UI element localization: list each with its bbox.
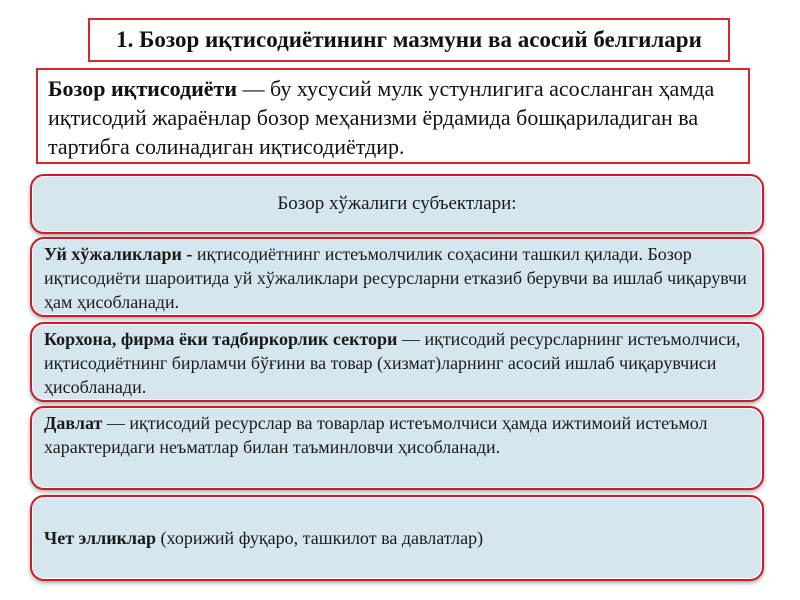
subjects-header-card <box>30 174 764 234</box>
definition-box <box>36 68 750 164</box>
subject-text: — иқтисодий ресурслар ва товарлар истеъмолчиси ҳамда ижтимоий истеъмол характеридаги неъматлар билан таъминловчи ҳисобланади. <box>44 413 708 457</box>
subject-card-households <box>30 237 764 317</box>
subject-text: (хорижий фуқаро, ташкилот ва давлатлар) <box>156 528 484 548</box>
definition-text: — бу хусусий мулк устунлигига асосланган ҳамда иқтисодий жараёнлар бозор меҳанизми ёрдамида бошқариладиган ва тартибга солинадиган иқтисодиётдир. <box>48 76 715 159</box>
subject-term: Чет элликлар <box>44 528 157 548</box>
definition-term: Бозор иқтисодиёти <box>48 76 238 101</box>
slide-title <box>88 18 730 62</box>
subject-term: Давлат <box>44 413 103 433</box>
subjects-header-text: Бозор хўжалиги субъектлари: <box>277 193 517 214</box>
subject-term: Корхона, фирма ёки тадбиркорлик сектори <box>44 329 398 349</box>
subject-card-firms <box>30 322 764 402</box>
subject-text: — иқтисодий ресурсларнинг истеъмолчиси, иқтисодиётнинг бирламчи бўғини ва товар (хизмат)ларнинг асосий ишлаб чиқарувчиси ҳисобланади. <box>44 329 741 397</box>
slide-title-text: 1. Бозор иқтисодиётининг мазмуни ва асосий белгилари <box>116 27 702 52</box>
subject-card-foreigners <box>30 495 764 581</box>
subject-line <box>44 526 483 550</box>
subject-card-state <box>30 406 764 490</box>
subject-term: Уй хўжаликлари - <box>44 244 193 264</box>
subject-text: иқтисодиётнинг истеъмолчилик соҳасини ташкил қилади. Бозор иқтисодиёти шароитида уй хўжаликлари ресурсларни етказиб берувчи ва ишлаб чиқарувчи ҳам ҳисобланади. <box>44 244 747 312</box>
